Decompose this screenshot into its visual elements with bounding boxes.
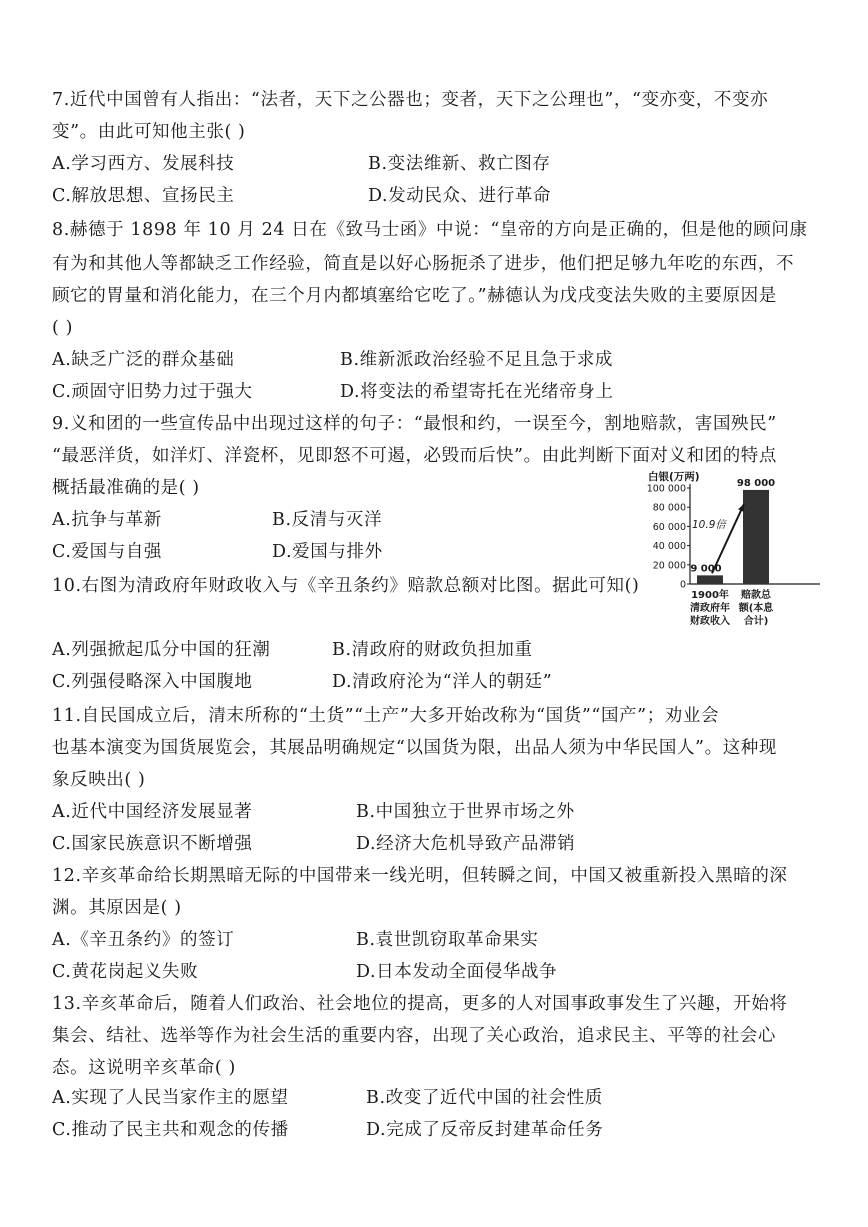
q8-stem-line: 8.赫德于 1898 年 10 月 24 日在《致马士函》中说：“皇帝的方向是正确的，但是他的顾问康 [52,220,808,240]
chart-category-label: 额(本息 [738,603,774,614]
q7-option-a: A.学习西方、发展科技 [52,154,235,174]
q11-option-d: D.经济大危机导致产品滞销 [356,834,576,854]
q13-stem-line: 13.辛亥革命后，随着人们政治、社会地位的提高，更多的人对国事政事发生了兴趣，开始将 [52,994,788,1014]
q8-option-b: B.维新派政治经验不足且急于求成 [340,350,614,370]
chart-value-label: 98 000 [736,477,776,489]
q8-option-a: A.缺乏广泛的群众基础 [52,350,235,370]
q10-option-c: C.列强侵略深入中国腹地 [52,672,253,692]
q12-stem-line: 12.辛亥革命给长期黑暗无际的中国带来一线光明，但转瞬之间，中国又被重新投入黑暗的深 [52,866,788,886]
q9-stem-line: “最恶洋货，如洋灯、洋瓷杯，见即怒不可遏，必毁而后快”。由此判断下面对义和团的特点 [52,446,777,466]
q13-stem-line: 集会、结社、选举等作为社会生活的重要内容，出现了关心政治，追求民主、平等的社会心 [52,1026,776,1046]
chart-category-label: 清政府年 [690,603,730,614]
q9-option-c: C.爱国与自强 [52,542,163,562]
q10-stem-line: 10.右图为清政府年财政收入与《辛丑条约》赔款总额对比图。据此可知() [52,576,640,596]
q8-option-c: C.顽固守旧势力过于强大 [52,382,253,402]
chart-ylabel: 白银(万两) [648,471,700,483]
q10-option-d: D.清政府沦为“洋人的朝廷” [332,672,553,692]
chart-growth-arrow [712,504,744,573]
chart-y-tick-label: 40 000 [652,541,686,553]
q9-stem-line: 9.义和团的一些宣传品中出现过这样的句子：“最恨和约，一误至今，割地赔款，害国殃民” [52,414,777,434]
chart-y-tick-label: 100 000 [646,483,686,495]
q12-option-a: A.《辛丑条约》的签订 [52,930,235,950]
chart-category-label: 合计) [743,616,769,627]
q13-option-c: C.推动了民主共和观念的传播 [52,1120,289,1140]
q10-option-a: A.列强掀起瓜分中国的狂潮 [52,640,271,660]
chart-y-tick-label: 60 000 [652,521,686,533]
q9-stem-line: 概括最准确的是( ) [52,478,200,498]
q8-stem-line: 顾它的胃量和消化能力，在三个月内都填塞给它吃了。”赫德认为戊戌变法失败的主要原因是 [52,286,777,306]
q7-option-c: C.解放思想、宣扬民主 [52,186,235,206]
q12-option-d: D.日本发动全面侵华战争 [356,962,558,982]
q8-stem-line: ( ) [52,318,74,338]
q12-stem-line: 渊。其原因是( ) [52,898,182,918]
q8-stem-line: 有为和其他人等都缺乏工作经验，简直是以好心肠扼杀了进步，他们把足够九年吃的东西，不 [52,254,795,274]
q13-stem-line: 态。这说明辛亥革命( ) [52,1058,236,1078]
q9-option-d: D.爱国与排外 [272,542,383,562]
chart-value-label: 9 000 [690,563,722,575]
q12-option-b: B.袁世凯窃取革命果实 [356,930,539,950]
chart-y-tick-label: 80 000 [652,502,686,514]
q9-option-b: B.反清与灭洋 [272,510,383,530]
q11-option-a: A.近代中国经济发展显著 [52,802,253,822]
q9-option-a: A.抗争与革新 [52,510,162,530]
q11-stem-line: 也基本演变为国货展览会，其展品明确规定“以国货为限，出品人须为中华民国人”。这种现 [52,738,777,758]
chart-bar [697,575,723,584]
q7-stem-line: 7.近代中国曾有人指出：“法者，天下之公器也；变者，天下之公理也”，“变亦变，不变亦 [52,90,769,110]
q12-option-c: C.黄花岗起义失败 [52,962,199,982]
q7-option-d: D.发动民众、进行革命 [368,186,552,206]
q10-option-b: B.清政府的财政负担加重 [332,640,533,660]
q11-option-b: B.中国独立于世界市场之外 [356,802,575,822]
q7-option-b: B.变法维新、救亡图存 [368,154,551,174]
chart-bar [743,490,769,584]
chart-category-label: 赔款总 [741,590,771,601]
q13-option-a: A.实现了人民当家作主的愿望 [52,1088,289,1108]
q13-option-d: D.完成了反帝反封建革命任务 [366,1120,604,1140]
q11-stem-line: 象反映出( ) [52,770,146,790]
chart-category-label: 财政收入 [690,616,730,627]
chart-y-tick-label: 20 000 [652,560,686,572]
q13-option-b: B.改变了近代中国的社会性质 [366,1088,603,1108]
q11-stem-line: 11.自民国成立后，清末所称的“土货”“土产”大多开始改称为“国货”“国产”；劝业会 [52,706,720,726]
q11-option-c: C.国家民族意识不断增强 [52,834,253,854]
chart-annotation: 10.9倍 [692,519,726,531]
q8-option-d: D.将变法的希望寄托在光绪帝身上 [340,382,614,402]
q7-stem-line: 变”。由此可知他主张( ) [52,122,246,142]
chart-category-label: 1900年 [691,590,729,601]
chart-y-tick-label: 0 [679,579,686,591]
revenue-vs-indemnity-chart [644,468,822,638]
